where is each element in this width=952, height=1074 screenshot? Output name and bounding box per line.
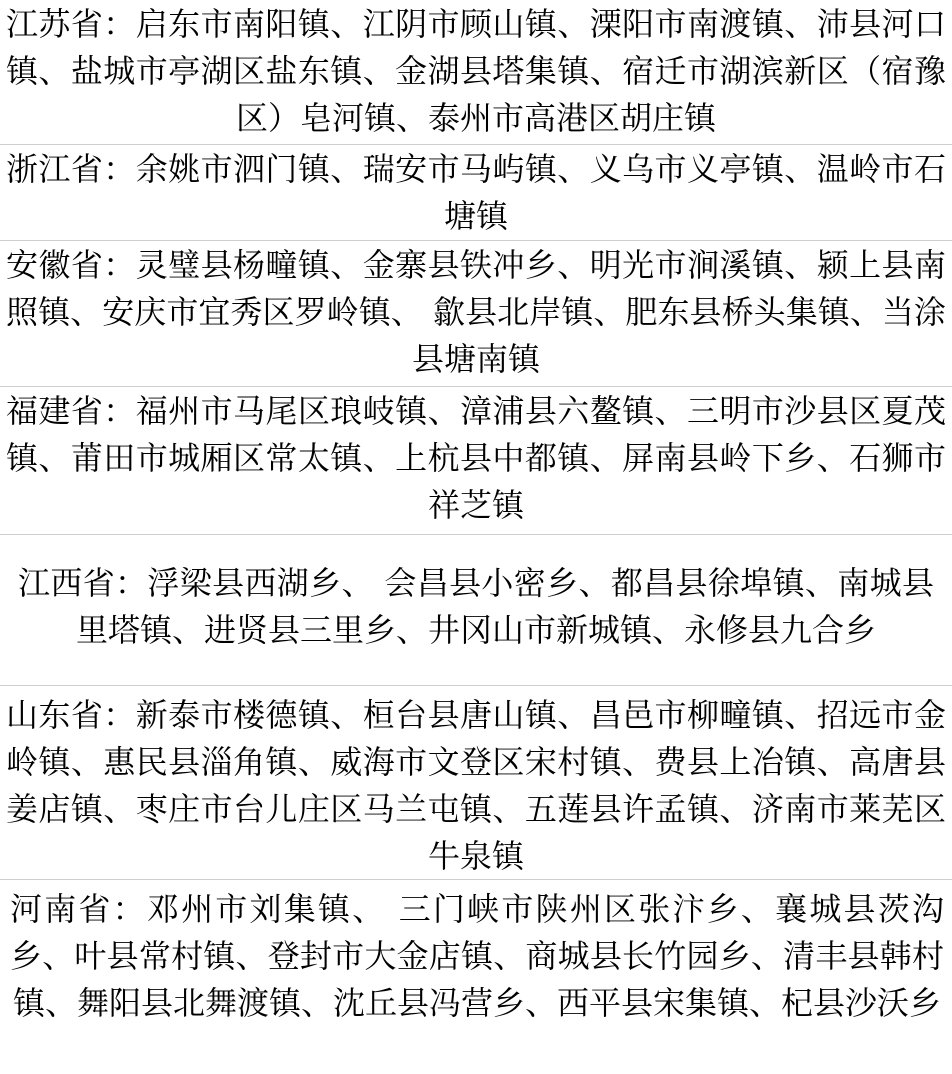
town-list: 浮梁县西湖乡、 会昌县小密乡、都昌县徐埠镇、南城县里塔镇、进贤县三里乡、井冈山市新城镇、永修县九合乡 — [75, 564, 934, 649]
town-list: 余姚市泗门镇、瑞安市马屿镇、义乌市义亭镇、温岭市石塘镇 — [135, 150, 946, 235]
province-block-shandong — [0, 686, 952, 880]
province-name: 江西省： — [18, 564, 148, 602]
province-block-jiangsu — [0, 0, 952, 145]
province-block-anhui — [0, 241, 952, 387]
town-list: 福州市马尾区琅岐镇、漳浦县六鳌镇、三明市沙县区夏茂镇、莆田市城厢区常太镇、上杭县中都镇、屏南县岭下乡、石狮市祥芝镇 — [6, 392, 946, 524]
province-block-zhejiang — [0, 145, 952, 241]
province-name: 江苏省： — [6, 5, 136, 43]
town-list: 邓州市刘集镇、 三门峡市陕州区张汴乡、襄城县茨沟乡、叶县常村镇、登封市大金店镇、商城县长竹园乡、清丰县韩村镇、舞阳县北舞渡镇、沈丘县冯营乡、西平县宋集镇、杞县沙沃乡 — [10, 890, 944, 1022]
town-list: 灵璧县杨疃镇、金寨县铁冲乡、明光市涧溪镇、颍上县南照镇、安庆市宜秀区罗岭镇、 歙县北岸镇、肥东县桥头集镇、当涂县塘南镇 — [6, 246, 946, 378]
province-name: 福建省： — [6, 392, 136, 430]
province-name: 浙江省： — [6, 150, 136, 188]
province-name: 安徽省： — [6, 246, 136, 284]
province-name: 河南省： — [10, 890, 147, 928]
province-name: 山东省： — [6, 696, 136, 734]
town-list: 新泰市楼德镇、桓台县唐山镇、昌邑市柳疃镇、招远市金岭镇、惠民县淄角镇、威海市文登区宋村镇、费县上冶镇、高唐县姜店镇、枣庄市台儿庄区马兰屯镇、五莲县许孟镇、济南市莱芜区牛泉镇 — [6, 696, 946, 875]
province-block-jiangxi — [0, 535, 952, 686]
province-block-henan — [0, 880, 952, 1074]
province-block-fujian — [0, 387, 952, 535]
town-list: 启东市南阳镇、江阴市顾山镇、溧阳市南渡镇、沛县河口镇、盐城市亭湖区盐东镇、金湖县塔集镇、宿迁市湖滨新区（宿豫区）皂河镇、泰州市高港区胡庄镇 — [6, 5, 946, 137]
